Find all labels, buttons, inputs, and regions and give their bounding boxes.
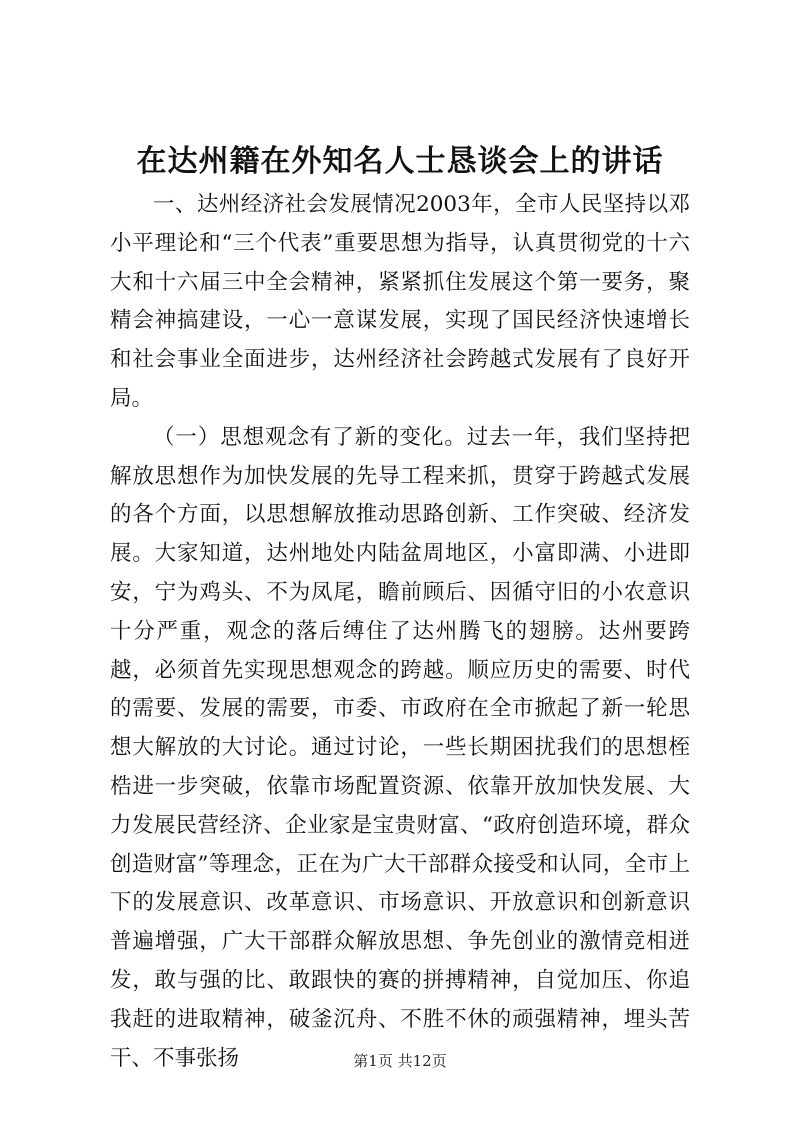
- page-number-footer: 第1页 共12页: [353, 1052, 447, 1070]
- paragraph-2: （一）思想观念有了新的变化。过去一年，我们坚持把解放思想作为加快发展的先导工程来抓，贯穿于跨越式发展的各个方面，以思想解放推动思路创新、工作突破、经济发展。大家知道，达州地处内陆盆周地区，小富即满、小进即安，宁为鸡头、不为凤尾，瞻前顾后、因循守旧的小农意识十分严重，观念的落后缚住了达州腾飞的翅膀。达州要跨越，必须首先实现思想观念的跨越。顺应历史的需要、时代的需要、发展的需要，市委、市政府在全市掀起了新一轮思想大解放的大讨论。通过讨论，一些长期困扰我们的思想桎梏进一步突破，依靠市场配置资源、依靠开放加快发展、大力发展民营经济、企业家是宝贵财富、“政府创造环境，群众创造财富”等理念，正在为广大干部群众接受和认同，全市上下的发展意识、改革意识、市场意识、开放意识和创新意识普遍增强，广大干部群众解放思想、争先创业的激情竞相迸发，敢与强的比、敢跟快的赛的拼搏精神，自觉加压、你追我赶的进取精神，破釜沉舟、不胜不休的顽强精神，埋头苦干、不事张扬: [110, 424, 690, 1071]
- document-body: [110, 186, 690, 1078]
- document-title: 在达州籍在外知名人士恳谈会上的讲话: [136, 144, 664, 179]
- paragraph-1: 一、达州经济社会发展情况2003年，全市人民坚持以邓小平理论和“三个代表”重要思想为指导，认真贯彻党的十六大和十六届三中全会精神，紧紧抓住发展这个第一要务，聚精会神搞建设，一心一意谋发展，实现了国民经济快速增长和社会事业全面进步，达州经济社会跨越式发展有了良好开局。: [110, 192, 690, 411]
